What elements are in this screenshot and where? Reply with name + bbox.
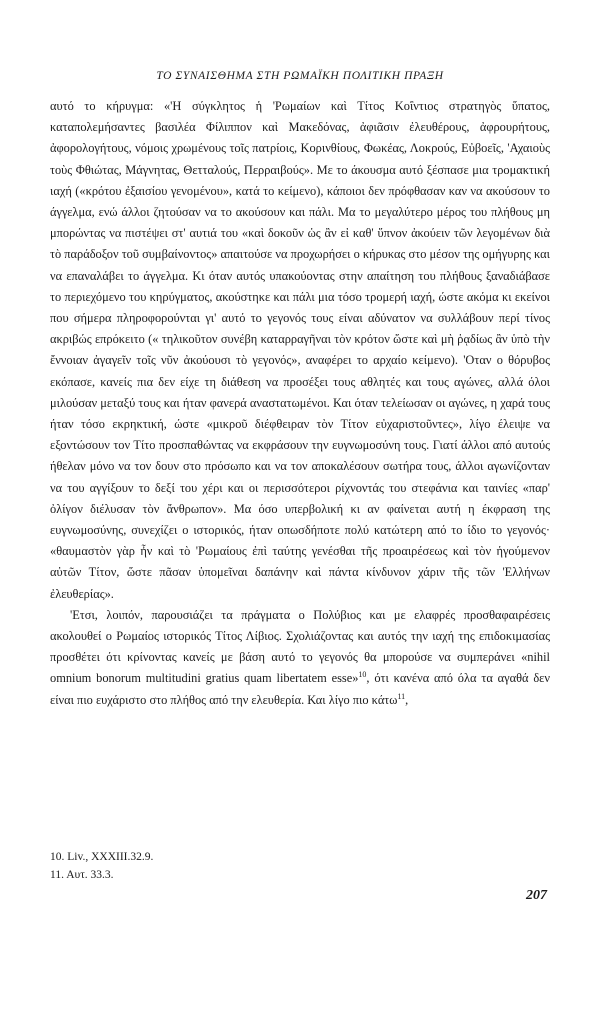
- paragraph-1: αυτό το κήρυγμα: «'Η σύγκλητος ἡ 'Ρωμαίων καὶ Τίτος Κοΐντιος στρατηγὸς ὕπατος, καταπολεμήσαντες βασιλέα Φίλιππον καὶ Μακεδόνας, ἀφιᾶσιν ἐλευθέρους, ἀφρουρήτους, ἀφορολογήτους, νόμοις χρωμένους τοῖς πατρίοις, Κορινθίους, Φωκέας, Λοκρούς, Εὐβοεῖς, 'Αχαιοὺς τοὺς Φθιώτας, Μάγνητας, Θετταλούς, Περραιβούς». Με το άκουσμα αυτό ξέσπασε μια τρομακτική ιαχή («κρότου ἐξαισίου γενομένου», κατά το κείμενο), κάποιοι δεν πρόφθασαν καν να ακούσουν το άγγελμα, ενώ άλλοι ζητούσαν να το ακούσουν και πάλι. Μα το μεγαλύτερο μέρος του πλήθους μη μπορώντας να πιστέψει στ' αυτιά του «καὶ δοκοῦν ὡς ἂν εἰ καθ' ὕπνον ἀκούειν τῶν λεγομένων διὰ τὸ παράδοξον τοῦ συμβαίνοντος» απαιτούσε να προχωρήσει ο κήρυκας στο μέσον της ομήγυρης και να επαναλάβει το άγγελμα. Κι όταν αυτός υπακούοντας στην απαίτηση του πλήθους ξαναδιάβασε το περιεχόμενο του κηρύγματος, ακούστηκε και πάλι μια τόσο τρομερή ιαχή, ώστε ακόμα κι εκείνοι που σήμερα πληροφορούνται γι' αυτό το γεγονός τους είναι αδύνατον να συλλάβουν περί τίνος ακριβώς επρόκειτο (« τηλικοῦτον συνέβη καταρραγῆναι τὸν κρότον ὥστε καὶ μὴ ῥᾳδίως ἂν ὑπὸ τὴν ἔννοιαν ἀγαγεῖν τοῖς νῦν ἀκούουσι τὸ γεγονός», αναφέρει το αρχαίο κείμενο). 'Οταν ο θόρυβος εκόπασε, κανείς πια δεν είχε τη διάθεση να προσέξει τους αθλητές και τους αγώνες, αλλά όλοι μιλούσαν μεταξύ τους και ήταν φανερά αναστατωμένοι. Και όταν τελείωσαν οι αγώνες, η χαρά τους ήταν τόσο εκρηκτική, ώστε «μικροῦ διέφθειραν τὸν Τίτον εὐχαριστοῦντες», λίγο έλειψε να εξοντώσουν τον Τίτο προσπαθώντας να εκφράσουν την ευγνωμοσύνη τους. Γιατί άλλοι από αυτούς ήθελαν μόνο να τον δουν στο πρόσωπο και να τον αποκαλέσουν σωτήρα τους, άλλοι αγωνίζονταν να του αγγίξουν το δεξί του χέρι και οι περισσότεροι ρίχνοντάς του στεφάνια και ταινίες «παρ' ὀλίγον διέλυσαν τὸν ἄνθρωπον». Μα όσο υπερβολική κι αν φαίνεται αυτή η έκφραση της ευγνωμοσύνης, συνεχίζει ο ιστορικός, ήταν οπωσδήποτε πολύ κατώτερη από το ίδιο το γεγονός· «θαυμαστὸν γὰρ ἦν καὶ τὸ 'Ρωμαίους ἐπὶ ταύτης γενέσθαι τῆς προαιρέσεως καὶ τὸν ἡγούμενον αὐτῶν Τίτον, ὥστε πᾶσαν ὑπομεῖναι δαπάνην καὶ πάντα κίνδυνον χάριν τῆς τῶν 'Ελλήνων ἐλευθερίας».: [50, 99, 550, 601]
- paragraph-2: [50, 605, 550, 711]
- body-text: [50, 96, 550, 711]
- running-head: ΤΟ ΣΥΝΑΙΣΘΗΜΑ ΣΤΗ ΡΩΜΑΪΚΗ ΠΟΛΙΤΙΚΗ ΠΡΑΞΗ: [156, 70, 444, 82]
- footnote-10: 10. Liv., XXXIII.32.9.: [50, 851, 154, 863]
- page-number: 207: [526, 888, 547, 903]
- footnote-ref-11: 11: [397, 691, 406, 701]
- paragraph-2-text-middle: , ότι κανένα από όλα τα αγαθά δεν είναι πιο ευχάριστο στο πλήθος από την ελευθερία. Και λίγο πιο κάτω: [50, 671, 550, 707]
- footnotes: [50, 848, 550, 884]
- footnote-ref-10: 10: [358, 670, 367, 680]
- paragraph-2-text-after: ,: [405, 692, 409, 707]
- paragraph-2-text-before: 'Ετσι, λοιπόν, παρουσιάζει τα πράγματα ο Πολύβιος και με ελαφρές προσθαφαιρέσεις ακολουθεί ο Ρωμαίος ιστορικός Τίτος Λίβιος. Σχολιάζοντας και αυτός την ιαχή της επιδοκιμασίας προσθέτει ότι κρίνοντας κανείς με βάση αυτό το γεγονός θα μπορούσε να συμπεράνει «nihil omnium bonorum multitudini gratius quam libertatem esse»: [50, 607, 550, 686]
- footnote-11: 11. Αυτ. 33.3.: [50, 869, 114, 881]
